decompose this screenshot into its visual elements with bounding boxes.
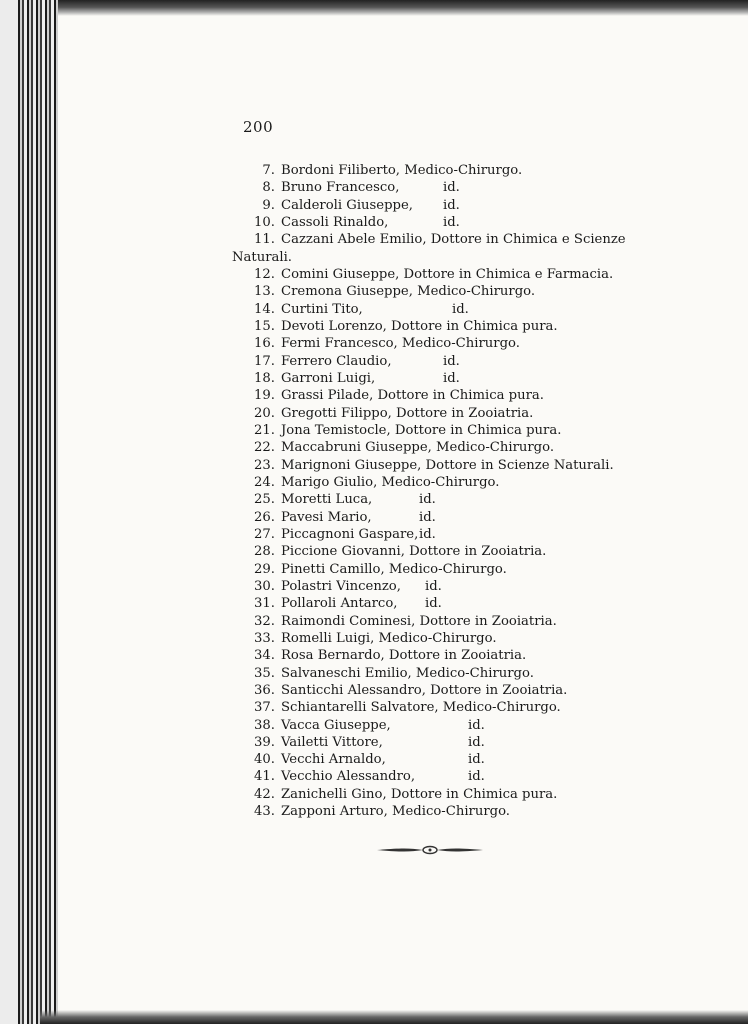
page-number: 200 xyxy=(243,118,274,136)
list-item xyxy=(232,647,652,664)
entry-number: 30. xyxy=(254,578,275,594)
entry-text: Polastri Vincenzo, xyxy=(281,578,401,594)
entry-idem: id. xyxy=(443,214,460,230)
entry-text: Pinetti Camillo, Medico-Chirurgo. xyxy=(281,561,507,577)
entry-number: 32. xyxy=(254,613,275,629)
entry-idem: id. xyxy=(468,752,485,768)
entry-number: 15. xyxy=(254,318,275,334)
entry-text: Moretti Luca, xyxy=(281,492,373,508)
entry-text: Rosa Bernardo, Dottore in Zooiatria. xyxy=(281,648,527,664)
entry-number: 17. xyxy=(254,353,275,369)
entry-number: 34. xyxy=(254,648,275,664)
list-item xyxy=(232,803,652,820)
entry-number: 8. xyxy=(262,180,275,196)
entry-text: Zanichelli Gino, Dottore in Chimica pura. xyxy=(281,786,558,802)
book-edge xyxy=(0,0,18,1024)
entry-text: Cassoli Rinaldo, xyxy=(281,214,389,230)
list-item xyxy=(232,283,652,300)
entry-number: 28. xyxy=(254,544,275,560)
list-item xyxy=(232,179,652,196)
list-item xyxy=(232,405,652,422)
list-item xyxy=(232,491,652,508)
list-item xyxy=(232,613,652,630)
list-item xyxy=(232,543,652,560)
list-item xyxy=(232,699,652,716)
entry-text: Maccabruni Giuseppe, Medico-Chirurgo. xyxy=(281,440,555,456)
entry-idem: id. xyxy=(443,353,460,369)
list-item xyxy=(232,578,652,595)
list-item xyxy=(232,439,652,456)
entry-number: 27. xyxy=(254,526,275,542)
entry-number: 43. xyxy=(254,804,275,820)
list-item xyxy=(232,474,652,491)
entry-number: 35. xyxy=(254,665,275,681)
list-item xyxy=(232,751,652,768)
entry-text: Garroni Luigi, xyxy=(281,370,376,386)
list-item xyxy=(232,353,652,370)
entry-number: 42. xyxy=(254,786,275,802)
entry-idem: id. xyxy=(443,370,460,386)
entry-text: Gregotti Filippo, Dottore in Zooiatria. xyxy=(281,405,534,421)
entry-idem: id. xyxy=(425,596,442,612)
list-item xyxy=(232,266,652,283)
entry-list xyxy=(232,162,652,820)
entry-idem: id. xyxy=(468,717,485,733)
list-item xyxy=(232,457,652,474)
entry-text: Jona Temistocle, Dottore in Chimica pura. xyxy=(281,422,562,438)
entry-idem: id. xyxy=(468,769,485,785)
entry-number: 38. xyxy=(254,717,275,733)
entry-idem: id. xyxy=(468,734,485,750)
list-item xyxy=(232,682,652,699)
entry-text: Vailetti Vittore, xyxy=(281,734,383,750)
list-item xyxy=(232,214,652,231)
list-item xyxy=(232,335,652,352)
entry-text: Pavesi Mario, xyxy=(281,509,372,525)
entry-text: Marignoni Giuseppe, Dottore in Scienze Naturali. xyxy=(281,457,614,473)
entry-continuation: Naturali. xyxy=(232,249,292,265)
entry-number: 25. xyxy=(254,492,275,508)
list-item xyxy=(232,387,652,404)
list-item xyxy=(232,630,652,647)
entry-idem: id. xyxy=(452,301,469,317)
list-item xyxy=(232,318,652,335)
entry-number: 36. xyxy=(254,682,275,698)
entry-text: Piccione Giovanni, Dottore in Zooiatria. xyxy=(281,544,547,560)
entry-text: Vacca Giuseppe, xyxy=(281,717,391,733)
entry-number: 33. xyxy=(254,630,275,646)
entry-number: 39. xyxy=(254,734,275,750)
entry-number: 16. xyxy=(254,336,275,352)
entry-text: Curtini Tito, xyxy=(281,301,363,317)
entry-idem: id. xyxy=(419,509,436,525)
entry-number: 41. xyxy=(254,769,275,785)
entry-text: Romelli Luigi, Medico-Chirurgo. xyxy=(281,630,497,646)
page-top-shadow xyxy=(58,0,748,16)
list-item xyxy=(232,197,652,214)
entry-text: Schiantarelli Salvatore, Medico-Chirurgo. xyxy=(281,700,561,716)
entry-idem: id. xyxy=(419,526,436,542)
list-item xyxy=(232,422,652,439)
entry-text: Cremona Giuseppe, Medico-Chirurgo. xyxy=(281,284,536,300)
entry-text: Ferrero Claudio, xyxy=(281,353,392,369)
list-item xyxy=(232,734,652,751)
entry-text: Zapponi Arturo, Medico-Chirurgo. xyxy=(281,804,510,820)
list-item xyxy=(232,665,652,682)
entry-text: Comini Giuseppe, Dottore in Chimica e Farmacia. xyxy=(281,266,614,282)
entry-number: 7. xyxy=(262,163,275,178)
entry-number: 40. xyxy=(254,752,275,768)
entry-text: Cazzani Abele Emilio, Dottore in Chimica e Scienze xyxy=(281,232,626,248)
entry-number: 14. xyxy=(254,301,275,317)
entry-text: Vecchi Arnaldo, xyxy=(281,752,386,768)
entry-number: 13. xyxy=(254,284,275,300)
entry-text: Grassi Pilade, Dottore in Chimica pura. xyxy=(281,388,544,404)
entry-text: Fermi Francesco, Medico-Chirurgo. xyxy=(281,336,520,352)
entry-number: 12. xyxy=(254,266,275,282)
entry-number: 9. xyxy=(262,197,275,213)
entry-number: 19. xyxy=(254,388,275,404)
entry-text: Bruno Francesco, xyxy=(281,180,400,196)
list-item xyxy=(232,786,652,803)
entry-text: Devoti Lorenzo, Dottore in Chimica pura. xyxy=(281,318,558,334)
entry-number: 20. xyxy=(254,405,275,421)
entry-text: Salvaneschi Emilio, Medico-Chirurgo. xyxy=(281,665,534,681)
entry-text: Pollaroli Antarco, xyxy=(281,596,398,612)
entry-text: Vecchio Alessandro, xyxy=(281,769,416,785)
entry-text: Raimondi Cominesi, Dottore in Zooiatria. xyxy=(281,613,557,629)
entry-text: Marigo Giulio, Medico-Chirurgo. xyxy=(281,474,500,490)
entry-number: 24. xyxy=(254,474,275,490)
divider-ornament-icon xyxy=(375,843,485,857)
entry-number: 10. xyxy=(254,214,275,230)
entry-number: 26. xyxy=(254,509,275,525)
list-item xyxy=(232,231,652,266)
list-item xyxy=(232,526,652,543)
entry-idem: id. xyxy=(425,578,442,594)
entry-number: 37. xyxy=(254,700,275,716)
entry-number: 11. xyxy=(254,232,275,248)
list-item xyxy=(232,595,652,612)
entry-text: Santicchi Alessandro, Dottore in Zooiatria. xyxy=(281,682,568,698)
list-item xyxy=(232,768,652,785)
entry-text: Piccagnoni Gaspare, xyxy=(281,526,419,542)
entry-idem: id. xyxy=(419,492,436,508)
entry-number: 29. xyxy=(254,561,275,577)
entry-idem: id. xyxy=(443,197,460,213)
entry-idem: id. xyxy=(443,180,460,196)
entry-text: Bordoni Filiberto, Medico-Chirurgo. xyxy=(281,163,523,178)
entry-number: 18. xyxy=(254,370,275,386)
list-item xyxy=(232,370,652,387)
list-item xyxy=(232,561,652,578)
list-item xyxy=(232,717,652,734)
entry-number: 21. xyxy=(254,422,275,438)
entry-number: 22. xyxy=(254,440,275,456)
list-item xyxy=(232,509,652,526)
page-bottom-shadow xyxy=(40,1010,748,1024)
entry-text: Calderoli Giuseppe, xyxy=(281,197,413,213)
entry-number: 23. xyxy=(254,457,275,473)
list-item xyxy=(232,301,652,318)
entry-number: 31. xyxy=(254,596,275,612)
list-item xyxy=(232,162,652,179)
